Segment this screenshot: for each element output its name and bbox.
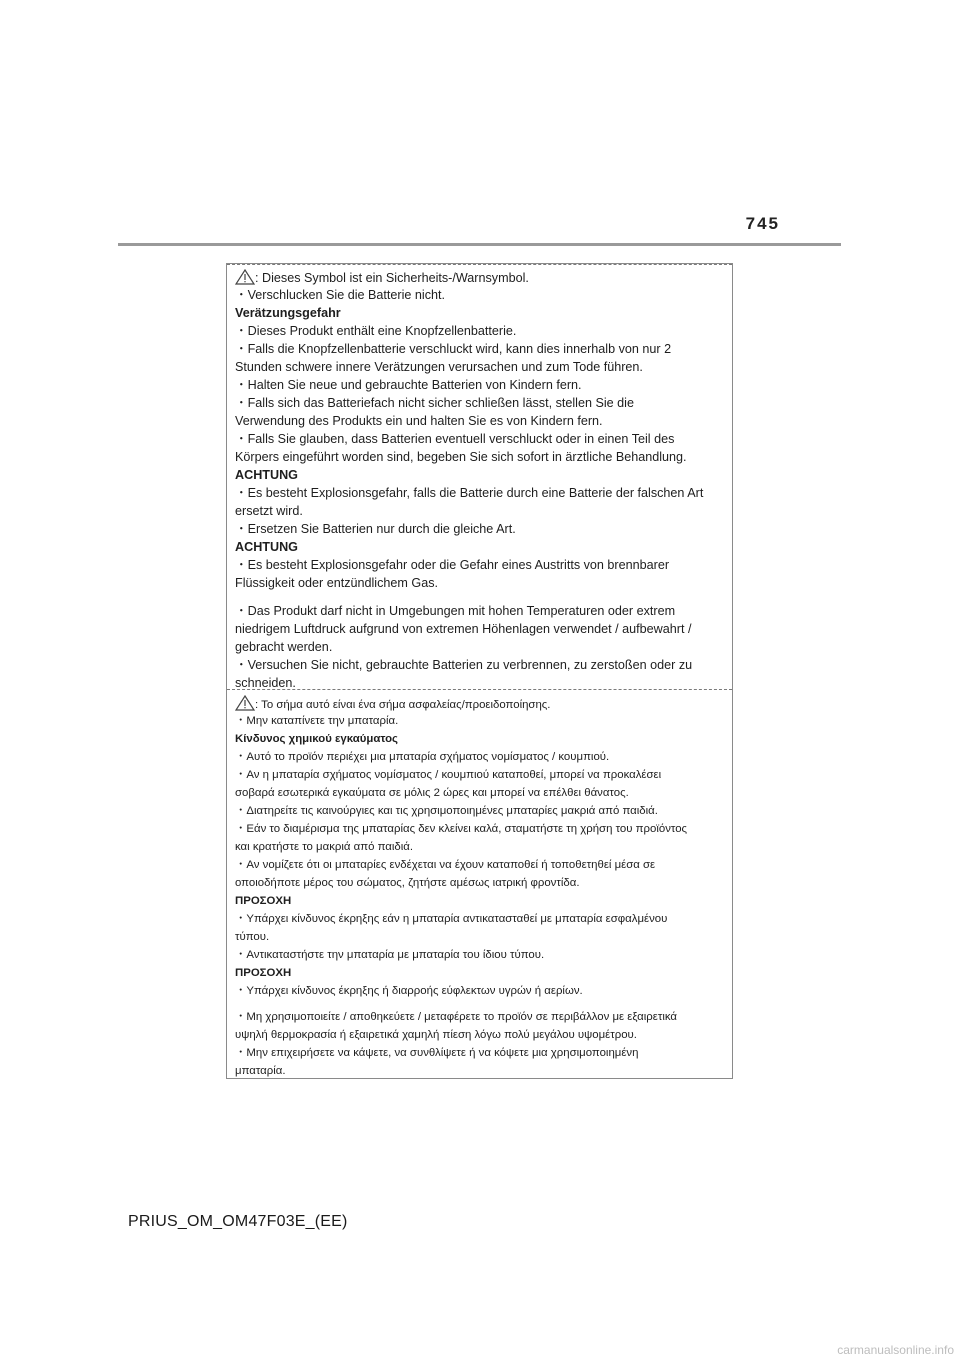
greek-symbol-text: : Το σήμα αυτό είναι ένα σήμα ασφαλείας/προειδοποίησης. [255, 699, 551, 711]
greek-line: ・Αυτό το προϊόν περιέχει μια μπαταρία σχήματος νομίσματος / κουμπιού. [235, 751, 610, 763]
greek-line: ・Υπάρχει κίνδυνος έκρηξης εάν η μπαταρία αντικατασταθεί με μπαταρία εσφαλμένου [235, 913, 668, 925]
german-line: ・Falls sich das Batteriefach nicht sicher schließen lässt, stellen Sie die [235, 396, 634, 410]
german-line: ・Falls Sie glauben, dass Batterien eventuell verschluckt oder in einen Teil des [235, 432, 675, 446]
greek-heading: ΠΡΟΣΟΧΗ [235, 895, 292, 907]
watermark: carmanualsonline.info [837, 1343, 954, 1357]
greek-line: ・Αντικαταστήστε την μπαταρία με μπαταρία του ίδιου τύπου. [235, 949, 545, 961]
greek-line: ・Εάν το διαμέρισμα της μπαταρίας δεν κλείνει καλά, σταματήστε τη χρήση του προϊόντος [235, 823, 688, 835]
german-line: schneiden. [235, 676, 296, 690]
german-heading: Verätzungsgefahr [235, 306, 341, 320]
greek-line: ・Αν νομίζετε ότι οι μπαταρίες ενδέχεται να έχουν καταποθεί ή τοποθετηθεί μέσα σε [235, 859, 656, 871]
german-line: ・Halten Sie neue und gebrauchte Batterien von Kindern fern. [235, 378, 582, 392]
german-line: Stunden schwere innere Verätzungen verursachen und zum Tode führen. [235, 360, 643, 374]
german-line: ・Ersetzen Sie Batterien nur durch die gleiche Art. [235, 522, 516, 536]
greek-line: σοβαρά εσωτερικά εγκαύματα σε μόλις 2 ώρες και μπορεί να επέλθει θάνατος. [235, 787, 629, 799]
greek-symbol-line [235, 695, 550, 713]
german-line: ersetzt wird. [235, 504, 303, 518]
greek-line: ・Υπάρχει κίνδυνος έκρηξης ή διαρροής εύφλεκτων υγρών ή αερίων. [235, 985, 583, 997]
greek-line: ・Αν η μπαταρία σχήματος νομίσματος / κουμπιού καταποθεί, μπορεί να προκαλέσει [235, 769, 662, 781]
greek-warning-section [227, 689, 732, 1079]
warning-triangle-icon [235, 269, 255, 285]
greek-line: τύπου. [235, 931, 270, 943]
greek-line: υψηλή θερμοκρασία ή εξαιρετικά χαμηλή πίεση λόγω πολύ μεγάλου υψομέτρου. [235, 1029, 637, 1041]
greek-line: μπαταρία. [235, 1065, 286, 1077]
german-line: niedrigem Luftdruck aufgrund von extremen Höhenlagen verwendet / aufbewahrt / [235, 622, 692, 636]
battery-warning-box [226, 263, 733, 1079]
german-line: Flüssigkeit oder entzündlichem Gas. [235, 576, 438, 590]
german-line: ・Falls die Knopfzellenbatterie verschluckt wird, kann dies innerhalb von nur 2 [235, 342, 672, 356]
german-symbol-line [235, 269, 529, 286]
german-line: Körpers eingeführt worden sind, begeben Sie sich sofort in ärztliche Behandlung. [235, 450, 687, 464]
warning-triangle-icon [235, 695, 255, 711]
german-line: ・Es besteht Explosionsgefahr, falls die Batterie durch eine Batterie der falschen Art [235, 486, 704, 500]
header-rule [118, 243, 841, 246]
german-line: ・Verschlucken Sie die Batterie nicht. [235, 288, 446, 302]
german-line: Verwendung des Produkts ein und halten Sie es von Kindern fern. [235, 414, 603, 428]
german-line: ・Versuchen Sie nicht, gebrauchte Batterien zu verbrennen, zu zerstoßen oder zu [235, 658, 693, 672]
greek-line: ・Μη χρησιμοποιείτε / αποθηκεύετε / μεταφέρετε το προϊόν σε περιβάλλον με εξαιρετικά [235, 1011, 678, 1023]
greek-line: ・Μην επιχειρήσετε να κάψετε, να συνθλίψετε ή να κόψετε μια χρησιμοποιημένη [235, 1047, 639, 1059]
german-line: ・Es besteht Explosionsgefahr oder die Gefahr eines Austritts von brennbarer [235, 558, 670, 572]
greek-line: ・Μην καταπίνετε την μπαταρία. [235, 715, 399, 727]
greek-line: ・Διατηρείτε τις καινούργιες και τις χρησιμοποιημένες μπαταρίες μακριά από παιδιά. [235, 805, 658, 817]
greek-line: οποιοδήποτε μέρος του σώματος, ζητήστε αμέσως ιατρική φροντίδα. [235, 877, 580, 889]
document-code: PRIUS_OM_OM47F03E_(EE) [128, 1213, 348, 1230]
greek-heading: ΠΡΟΣΟΧΗ [235, 967, 292, 979]
german-symbol-text: : Dieses Symbol ist ein Sicherheits-/Warnsymbol. [255, 271, 529, 285]
german-heading: ACHTUNG [235, 540, 298, 554]
german-line: ・Dieses Produkt enthält eine Knopfzellenbatterie. [235, 324, 517, 338]
german-line: gebracht werden. [235, 640, 333, 654]
german-warning-section [227, 264, 732, 689]
greek-heading: Κίνδυνος χημικού εγκαύματος [235, 733, 398, 745]
page-number: 745 [745, 214, 780, 233]
greek-line: και κρατήστε το μακριά από παιδιά. [235, 841, 414, 853]
german-line: ・Das Produkt darf nicht in Umgebungen mit hohen Temperaturen oder extrem [235, 604, 676, 618]
german-heading: ACHTUNG [235, 468, 298, 482]
